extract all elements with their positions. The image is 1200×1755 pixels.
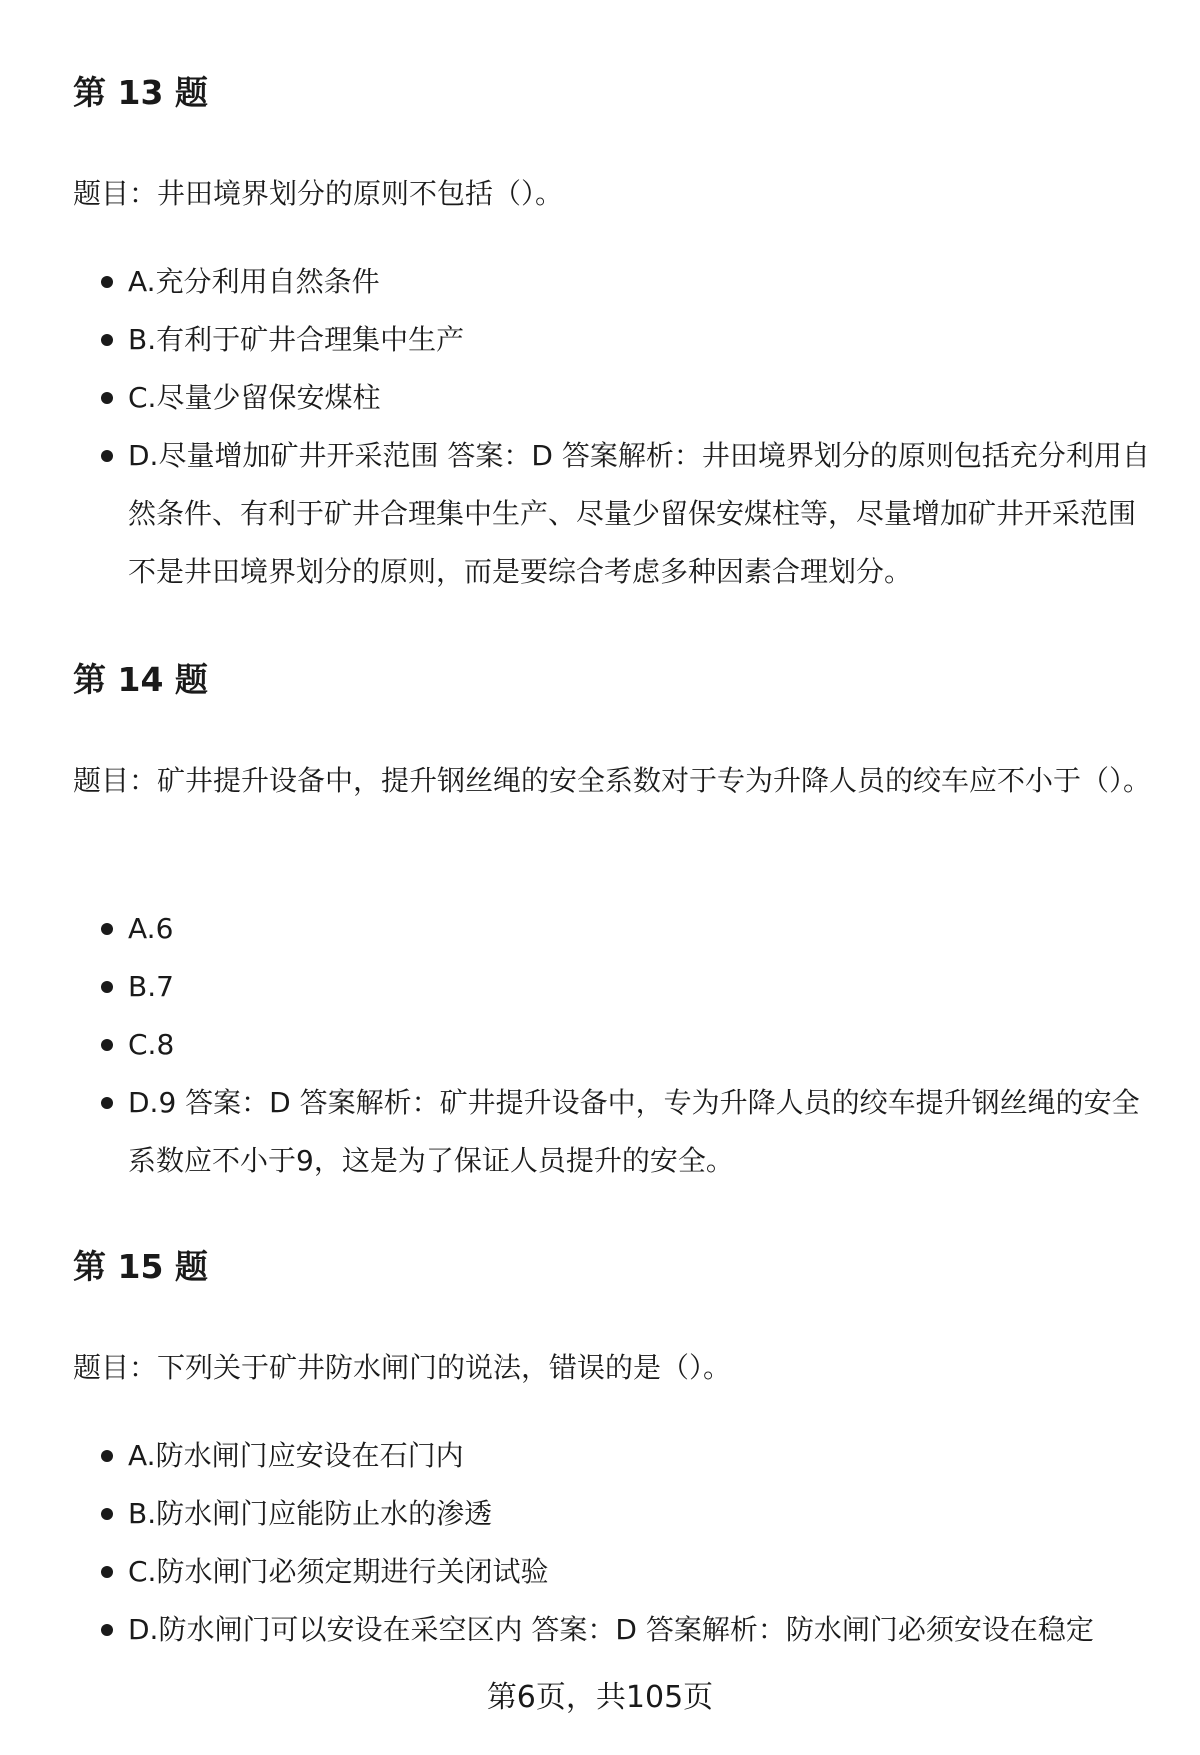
question-15-heading: 第 15 题 (73, 1247, 208, 1286)
option-text: B.7 (128, 970, 174, 1003)
bullet-icon (101, 981, 113, 993)
option-text: B.有利于矿井合理集中生产 (128, 323, 465, 356)
question-14-text: 题目：矿井提升设备中，提升钢丝绳的安全系数对于专为升降人员的绞车应不小于（）。 (73, 764, 1152, 797)
question-13-heading: 第 13 题 (73, 73, 208, 112)
question-14-option-d (73, 1074, 1153, 1190)
option-text: D.9 答案：D 答案解析：矿井提升设备中，专为升降人员的绞车提升钢丝绳的安全系数应不小于9，这是为了保证人员提升的安全。 (128, 1086, 1140, 1177)
question-13-option-d (73, 427, 1153, 601)
question-15-option-a (73, 1427, 1153, 1485)
question-15-options (73, 1427, 1153, 1659)
option-text: A.防水闸门应安设在石门内 (128, 1439, 464, 1472)
bullet-icon (101, 1039, 113, 1051)
option-text: A.充分利用自然条件 (128, 265, 380, 298)
option-text: D.尽量增加矿井开采范围 答案：D 答案解析：井田境界划分的原则包括充分利用自然条件、有利于矿井合理集中生产、尽量少留保安煤柱等，尽量增加矿井开采范围不是井田境界划分的原则，而是要综合考虑多种因素合理划分。 (128, 439, 1150, 588)
bullet-icon (101, 450, 113, 462)
question-14-option-c (73, 1016, 1153, 1074)
question-13-options (73, 253, 1153, 601)
question-13-option-a (73, 253, 1153, 311)
option-text: C.8 (128, 1028, 175, 1061)
question-13-text: 题目：井田境界划分的原则不包括（）。 (73, 177, 564, 210)
bullet-icon (101, 1450, 113, 1462)
question-13-option-b (73, 311, 1153, 369)
bullet-icon (101, 1097, 113, 1109)
option-text: B.防水闸门应能防止水的渗透 (128, 1497, 493, 1530)
option-text: C.防水闸门必须定期进行关闭试验 (128, 1555, 549, 1588)
option-text: D.防水闸门可以安设在采空区内 答案：D 答案解析：防水闸门必须安设在稳定 (128, 1613, 1094, 1646)
question-14-heading: 第 14 题 (73, 660, 208, 699)
bullet-icon (101, 1566, 113, 1578)
question-14-option-a (73, 900, 1153, 958)
bullet-icon (101, 1508, 113, 1520)
bullet-icon (101, 392, 113, 404)
question-14-options (73, 900, 1153, 1190)
question-15-option-d (73, 1601, 1153, 1659)
question-13-option-c (73, 369, 1153, 427)
bullet-icon (101, 276, 113, 288)
bullet-icon (101, 923, 113, 935)
question-15-text: 题目：下列关于矿井防水闸门的说法，错误的是（）。 (73, 1351, 732, 1384)
bullet-icon (101, 334, 113, 346)
option-text: A.6 (128, 912, 174, 945)
question-14-option-b (73, 958, 1153, 1016)
page-number-footer: 第6页，共105页 (486, 1680, 714, 1715)
question-15-option-c (73, 1543, 1153, 1601)
bullet-icon (101, 1624, 113, 1636)
question-15-option-b (73, 1485, 1153, 1543)
option-text: C.尽量少留保安煤柱 (128, 381, 381, 414)
